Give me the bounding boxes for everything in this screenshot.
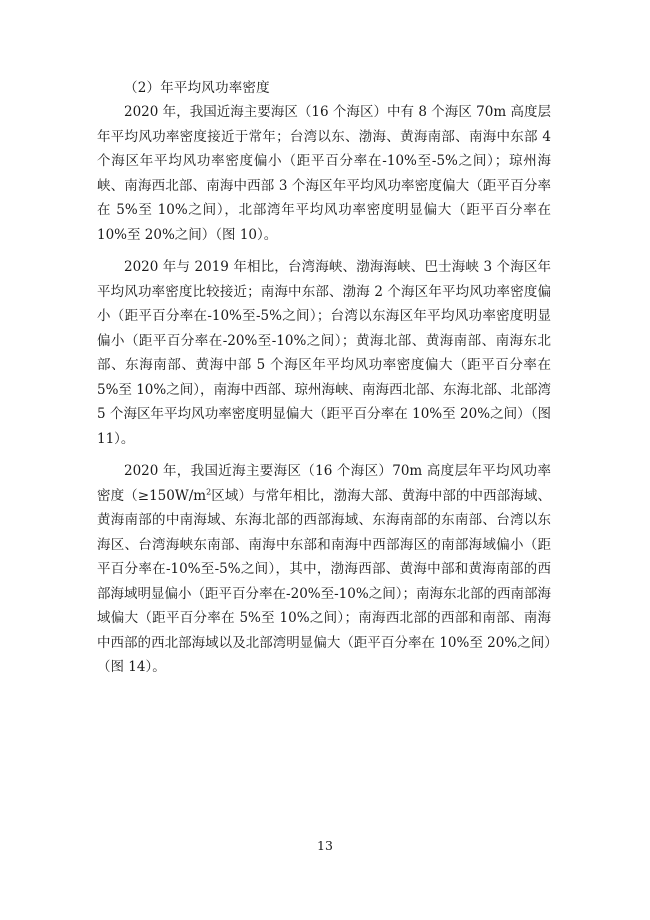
paragraph-2: 2020 年与 2019 年相比，台湾海峡、渤海海峡、巴士海峡 3 个海区年平均风功率密度比较接近；南海中东部、渤海 2 个海区年平均风功率密度偏小（距平百分率在-10%至-5%之间）；台湾以东海区年平均风功率密度明显偏小（距平百分率在-20%至-10%之间）；黄海北部、黄海南部、南海东北部、东海南部、黄海中部 5 个海区年平均风功率密度偏大（距平百分率在 5%至 10%之间），南海中西部、琼州海峡、南海西北部、东海北部、北部湾 5 个海区年平均风功率密度明显偏大（距平百分率在 10%至 20%之间）（图 11）。 [97, 259, 551, 447]
paragraph-3-part-1: 2020 年，我国近海主要海区（16 个海区）70m 高度层年平均风功率密度（≥150W/m [97, 463, 551, 504]
paragraph-1: 2020 年，我国近海主要海区（16 个海区）中有 8 个海区 70m 高度层年平均风功率密度接近于常年；台湾以东、渤海、黄海南部、南海中东部 4 个海区年平均风功率密度偏小（距平百分率在-10%至-5%之间）；琼州海峡、南海西北部、南海中西部 3 个海区年平均风功率密度偏大（距平百分率在 5%至 10%之间），北部湾年平均风功率密度明显偏大（距平百分率在 10%至 20%之间）（图 10）。 [97, 104, 551, 243]
section-heading: （2）年平均风功率密度 [124, 80, 270, 96]
paragraph-3-part-2: 区域）与常年相比，渤海大部、黄海中部的中西部海域、黄海南部的中南海域、东海北部的西部海域、东海南部的东南部、台湾以东海区、台湾海峡东南部、南海中东部和南海中西部海区的南部海域偏小（距平百分率在-10%至-5%之间），其中，渤海西部、黄海中部和黄海南部的西部海域明显偏小（距平百分率在-20%至-10%之间）；南海东北部的西南部海域偏大（距平百分率在 5%至 10%之间）；南海西北部的西部和南部、南海中西部的西北部海域以及北部湾明显偏大（距平百分率在 10%至 20%之间）（图 14）。 [97, 487, 552, 675]
unit-exponent: 2 [206, 487, 212, 496]
paragraph-3 [97, 459, 551, 680]
page-content [97, 76, 551, 688]
page-number: 13 [317, 838, 333, 853]
